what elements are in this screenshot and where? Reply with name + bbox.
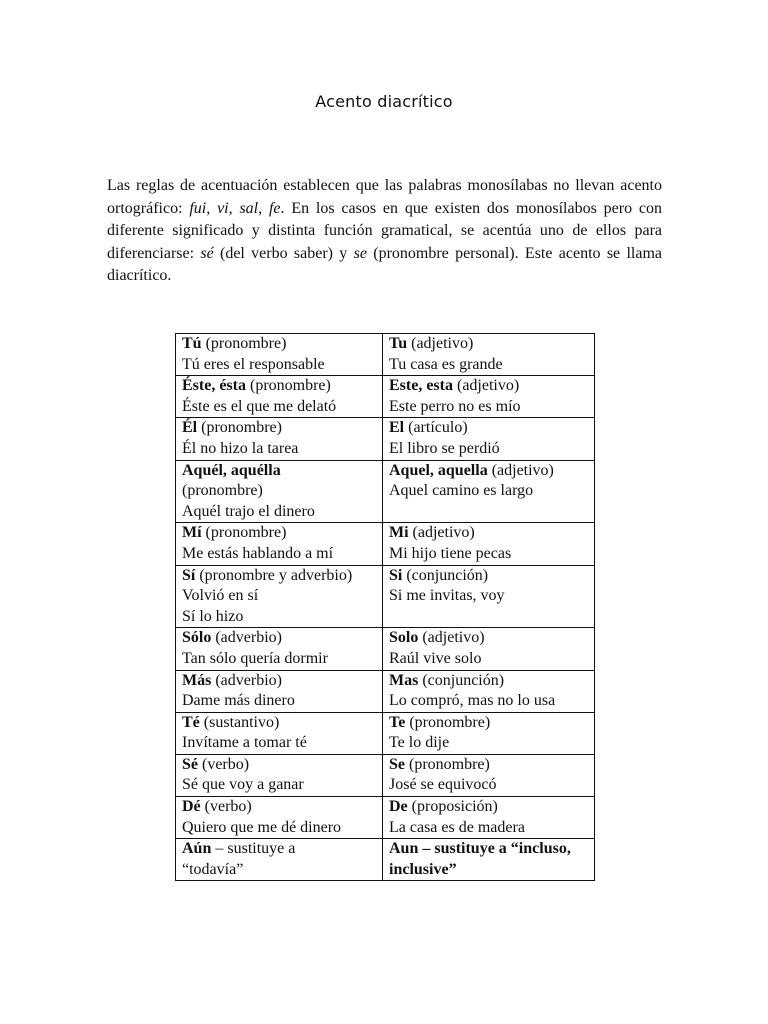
table-cell-right	[383, 628, 595, 670]
accented-word: Dé	[182, 798, 201, 816]
cell-first-line	[182, 839, 378, 860]
accented-word: Mi	[389, 524, 409, 542]
cell-first-line	[389, 418, 590, 439]
intro-text-2: . En los casos en que existen dos monosílabos pero con diferente significado y distinta función gramatical, se acentúa uno de ellos para diferenciarse:	[107, 199, 663, 262]
cell-first-line	[389, 566, 590, 587]
cell-first-line	[182, 671, 378, 692]
example-sentence: Este perro no es mío	[389, 397, 521, 415]
cell-first-line	[389, 376, 590, 397]
cell-first-line	[182, 334, 378, 355]
cell-first-line	[389, 755, 590, 776]
accented-word: Aún	[182, 840, 212, 858]
accented-word: Sí	[182, 566, 196, 584]
example-sentence: Mi hijo tiene pecas	[389, 544, 512, 562]
table-cell-right	[383, 797, 595, 839]
accented-word: Tú	[182, 335, 202, 352]
grammatical-category: (verbo)	[200, 798, 252, 816]
table-cell-right	[383, 670, 595, 712]
cell-first-line	[182, 797, 378, 818]
example-sentence: Sé que voy a ganar	[182, 776, 304, 794]
cell-first-line	[182, 566, 378, 587]
intro-text-3: (del verbo saber) y	[213, 244, 354, 262]
example-sentence: Aquél trajo el dinero	[182, 502, 315, 520]
example-sentence: Tu casa es grande	[389, 355, 503, 373]
table-cell-right	[383, 754, 595, 796]
example-sentence: Tan sólo quería dormir	[182, 649, 328, 667]
cell-first-line	[182, 713, 378, 734]
example-sentence: Tú eres el responsable	[182, 355, 325, 373]
grammatical-category: (pronombre)	[405, 713, 491, 731]
intro-text-1: Las reglas de acentuación establecen que las palabras monosílabas no llevan acento ortográfico:	[107, 177, 662, 217]
table-cell-right	[383, 712, 595, 754]
table-row	[176, 334, 595, 376]
grammatical-category: (adjetivo)	[418, 629, 485, 647]
table-cell-right	[383, 839, 595, 881]
table-cell-left	[176, 670, 383, 712]
example-sentence: Dame más dinero	[182, 692, 295, 710]
grammatical-category: (pronombre)	[405, 755, 490, 773]
table-cell-left	[176, 334, 383, 376]
accented-word: Té	[182, 713, 200, 731]
cell-first-line	[182, 628, 378, 649]
cell-first-line	[182, 461, 378, 482]
cell-first-line	[389, 628, 590, 649]
example-sentence: Éste es el que me delató	[182, 397, 337, 415]
table-row	[176, 376, 595, 418]
accented-word: Se	[389, 755, 405, 773]
accented-word: Si	[389, 566, 403, 584]
table-cell-left	[176, 839, 383, 881]
grammatical-category: (pronombre)	[201, 335, 287, 352]
accented-word: Éste, ésta	[182, 377, 246, 395]
table-row	[176, 712, 595, 754]
table-row	[176, 418, 595, 460]
page-title: Acento diacrítico	[315, 92, 453, 111]
grammatical-category: (pronombre)	[201, 524, 287, 542]
grammatical-category: (adverbio)	[211, 629, 282, 647]
example-sentence: Él no hizo la tarea	[182, 439, 299, 457]
grammatical-category: (adjetivo)	[408, 524, 475, 542]
example-sentence: Invítame a tomar té	[182, 734, 307, 752]
intro-example-se: se	[353, 244, 367, 262]
grammatical-category: (adverbio)	[211, 671, 282, 689]
table-cell-left	[176, 565, 383, 628]
cell-second-line: “todavía”	[182, 860, 244, 878]
intro-text-4: (pronombre personal). Este acento se llama diacrítico.	[107, 244, 662, 284]
table-cell-right	[383, 376, 595, 418]
intro-example-se-accented: sé	[200, 244, 214, 262]
table-row	[176, 754, 595, 796]
grammatical-category: (adjetivo)	[452, 377, 520, 395]
grammatical-category: (adjetivo)	[407, 335, 474, 352]
grammatical-category: (proposición)	[407, 798, 498, 816]
diacritic-table	[175, 333, 595, 881]
cell-first-line	[389, 713, 590, 734]
table-row	[176, 670, 595, 712]
accented-word: Te	[389, 713, 406, 731]
table-cell-left	[176, 712, 383, 754]
table-row	[176, 523, 595, 565]
accented-word: El	[389, 419, 405, 437]
example-sentence: Si me invitas, voy	[389, 587, 505, 605]
grammatical-category: (conjunción)	[418, 671, 505, 689]
accented-word: De	[389, 798, 408, 816]
cell-first-line	[389, 797, 590, 818]
grammatical-category: (pronombre)	[182, 482, 263, 500]
category-line	[182, 481, 378, 502]
example-sentence: Me estás hablando a mí	[182, 544, 334, 562]
example-sentence: Te lo dije	[389, 734, 450, 752]
cell-second-line: inclusive”	[389, 860, 457, 878]
table-row	[176, 797, 595, 839]
cell-first-line	[389, 523, 590, 544]
accented-word: Más	[182, 671, 212, 689]
example-sentence: El libro se perdió	[389, 439, 500, 457]
accented-word: Solo	[389, 629, 419, 647]
example-sentence: Sí lo hizo	[182, 607, 244, 625]
intro-example-monosyllables: fui, vi, sal, fe	[189, 199, 281, 217]
grammatical-category: (pronombre)	[197, 419, 282, 437]
table-cell-left	[176, 376, 383, 418]
example-sentence: Lo compró, mas no lo usa	[389, 692, 556, 710]
table-cell-right	[383, 565, 595, 628]
diacritic-table-body	[176, 334, 595, 881]
table-cell-right	[383, 460, 595, 523]
table-row	[176, 565, 595, 628]
table-cell-left	[176, 418, 383, 460]
grammatical-category: (sustantivo)	[199, 713, 280, 731]
accented-word: Sé	[182, 755, 198, 773]
table-cell-left	[176, 754, 383, 796]
grammatical-category: (pronombre)	[245, 377, 331, 395]
grammatical-category: (adjetivo)	[487, 461, 554, 479]
cell-first-line	[389, 334, 590, 355]
example-sentence: Volvió en sí	[182, 587, 259, 605]
cell-first-line	[182, 523, 378, 544]
example-sentence: José se equivocó	[389, 776, 497, 794]
table-row	[176, 628, 595, 670]
grammatical-category: (conjunción)	[402, 566, 489, 584]
example-sentence: Aquel camino es largo	[389, 482, 534, 500]
accented-word: Mas	[389, 671, 419, 689]
accented-word: Este, esta	[389, 377, 453, 395]
table-cell-left	[176, 523, 383, 565]
cell-first-line	[182, 376, 378, 397]
cell-first-line	[182, 418, 378, 439]
grammatical-category: (verbo)	[198, 755, 250, 773]
table-cell-left	[176, 797, 383, 839]
grammatical-category: (pronombre y adverbio)	[195, 566, 353, 584]
cell-first-line	[389, 671, 590, 692]
table-row-aun	[176, 839, 595, 881]
table-cell-left	[176, 460, 383, 523]
table-row	[176, 460, 595, 523]
table-cell-right	[383, 334, 595, 376]
example-sentence: La casa es de madera	[389, 818, 525, 836]
accented-word: Aquel, aquella	[389, 461, 488, 479]
table-cell-right	[383, 523, 595, 565]
accented-word: Mí	[182, 524, 202, 542]
accented-word: Aquél, aquélla	[182, 461, 281, 479]
example-sentence: Raúl vive solo	[389, 649, 482, 667]
cell-first-line	[389, 461, 590, 482]
accented-word: Él	[182, 419, 198, 437]
table-cell-right	[383, 418, 595, 460]
word-description: – sustituye a	[211, 840, 296, 858]
cell-first-line: Aun – sustituye a “incluso,	[389, 840, 571, 858]
table-cell-left	[176, 628, 383, 670]
example-sentence: Quiero que me dé dinero	[182, 818, 342, 836]
accented-word: Sólo	[182, 629, 212, 647]
accented-word: Tu	[389, 335, 408, 352]
cell-first-line	[182, 755, 378, 776]
grammatical-category: (artículo)	[404, 419, 468, 437]
intro-paragraph	[107, 175, 662, 288]
